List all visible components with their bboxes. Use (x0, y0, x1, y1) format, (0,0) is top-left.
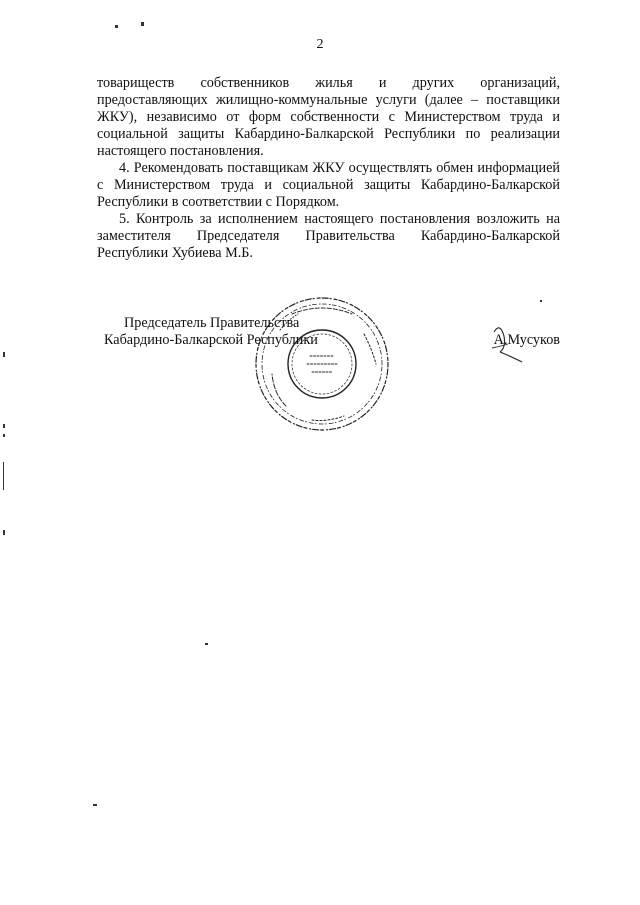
signatory-title-line-1: Председатель Правительства (124, 315, 300, 331)
signatory-title-line-2: Кабардино-Балкарской Республики (104, 332, 318, 348)
paragraph-item-4: 4. Рекомендовать поставщикам ЖКУ осуществлять обмен информацией с Министерством труда и социальной защиты Кабардино-Балкарской Республики в соответствии с Порядком. (97, 160, 560, 210)
signatory-name: А.Мусуков (493, 332, 560, 348)
paragraph-item-5: 5. Контроль за исполнением настоящего постановления возложить на заместителя Председателя Правительства Кабардино-Балкарской Республики Хубиева М.Б. (97, 211, 560, 261)
paragraph-continuation: товариществ собственников жилья и других организаций, предоставляющих жилищно-коммунальные услуги (далее – поставщики ЖКУ), независимо от форм собственности с Министерством труда и социальной защиты Кабардино-Балкарской Республики по реализации настоящего постановления. (97, 75, 560, 159)
page-number: 2 (316, 37, 324, 52)
